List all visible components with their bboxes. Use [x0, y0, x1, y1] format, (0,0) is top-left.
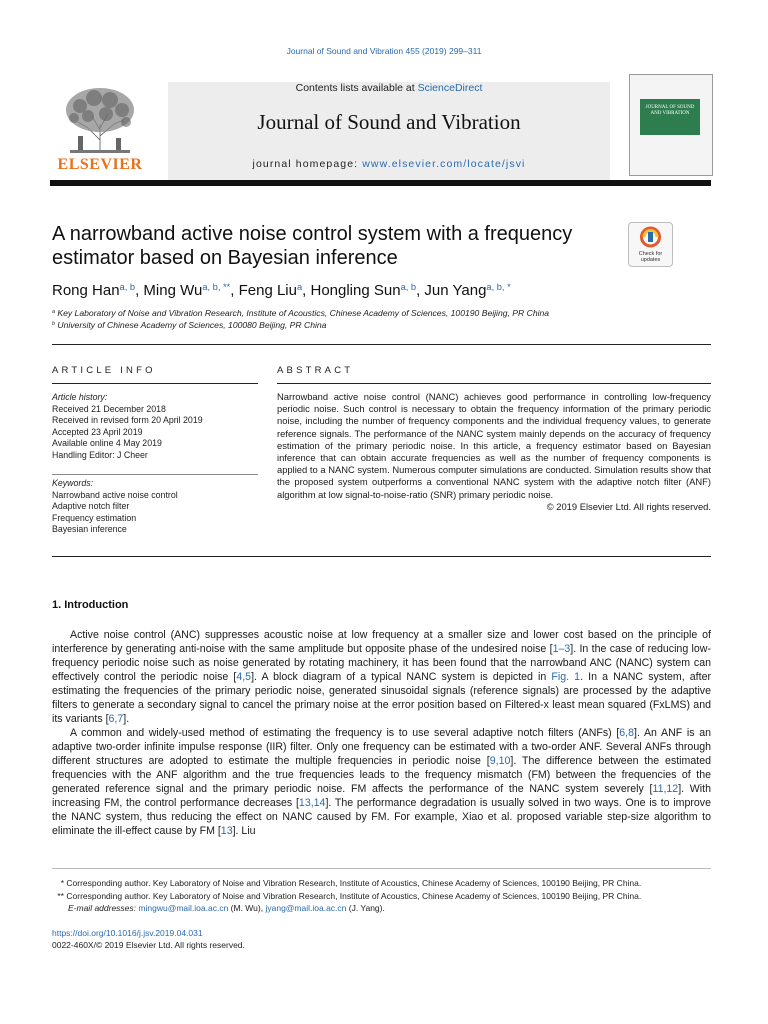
citation-link[interactable]: 11,12: [652, 783, 679, 795]
history-item: Received in revised form 20 April 2019: [52, 415, 203, 426]
footnote-text: Corresponding author. Key Laboratory of Noise and Vibration Research, Institute of Acoustics, Chinese Academy of Sciences, 100190 Beijing, PR China.: [66, 890, 642, 901]
footnote-corresponding-1: [52, 877, 711, 890]
text-run: ]. In the case of reducing low-frequency periodic noise such as noise generated by rotating machinery, it has been found that the narrowband ANC (NANC) system can effectively control the periodic noise [: [52, 643, 711, 683]
footnote-mark: **: [57, 890, 64, 901]
header-rule: [50, 180, 711, 186]
homepage-link[interactable]: www.elsevier.com/locate/jsvi: [362, 158, 526, 170]
author-affil-mark[interactable]: a, b: [119, 281, 136, 292]
text-run: ]. With increasing FM, the control performance decreases [: [52, 783, 711, 809]
text-run: A common and widely-used method of estimating the frequency is to use several adaptive notch filters (ANFs) [: [70, 727, 620, 739]
text-run: ]. The difference between the estimated frequencies with the ANF algorithm and the true frequencies leads to the frequency mismatch (FM) between the frequencies of the generated reference signal and the primary periodic noise. FM affects the performance of the NANC system severely [: [52, 755, 711, 795]
keyword-item: Adaptive notch filter: [52, 501, 130, 512]
abstract-copyright: © 2019 Elsevier Ltd. All rights reserved.: [546, 500, 711, 512]
author-name[interactable]: Rong Han: [52, 282, 120, 299]
article-info-heading: ARTICLE INFO: [52, 365, 156, 376]
email-link[interactable]: mingwu@mail.ioa.ac.cn: [138, 903, 229, 913]
author-affil-mark[interactable]: a, b, **: [202, 281, 231, 292]
journal-cover-thumbnail[interactable]: [629, 74, 713, 176]
section-heading-introduction: 1. Introduction: [52, 599, 129, 611]
citation-link[interactable]: 9,10: [489, 755, 511, 767]
author-name[interactable]: Feng Liu: [238, 282, 297, 299]
author-affil-mark[interactable]: a: [296, 281, 303, 292]
footnote-text: Corresponding author. Key Laboratory of Noise and Vibration Research, Institute of Acoustics, Chinese Academy of Sciences, 100190 Beijing, PR China.: [66, 878, 642, 888]
author-affil-mark[interactable]: a, b: [400, 281, 417, 292]
issn-copyright: 0022-460X/© 2019 Elsevier Ltd. All rights reserved.: [52, 940, 245, 950]
running-head[interactable]: Journal of Sound and Vibration 455 (2019) 299–311: [286, 46, 482, 56]
journal-title: Journal of Sound and Vibration: [257, 110, 521, 134]
text-run: ]. An ANF is an adaptive two-order infinite impulse response (IIR) filter. Only one frequency can be estimated with a two-order ANF. Several ANFs through different structures are adopted to estimate the multiple frequencies in periodic noise [: [52, 727, 711, 767]
figure-link[interactable]: Fig. 1: [551, 671, 581, 683]
keywords-rule: [52, 474, 258, 475]
affiliation-a: [52, 308, 549, 318]
homepage-prefix: journal homepage:: [252, 158, 363, 170]
footnote-emails: [52, 902, 711, 915]
check-updates-icon: [629, 223, 672, 251]
introduction-body: [52, 628, 711, 838]
author-list: Rong Han$^{a, b}$, Ming $Wu^{a, b, **}$, Feng Liu$^a$, Hongling Sun$^{a, b}$, Jun Yang$^{a, b, *}$: [52, 281, 511, 299]
citation-link[interactable]: 1–3: [552, 643, 571, 655]
keyword-item: Narrowband active noise control: [52, 489, 178, 500]
footnote-mark: *: [60, 878, 64, 888]
history-item: Available online 4 May 2019: [52, 438, 162, 449]
keyword-item: Frequency estimation: [52, 512, 137, 523]
keyword-item: Bayesian inference: [52, 524, 127, 535]
abstract-paragraph: Narrowband active noise control (NANC) achieves good performance in controlling low-frequency periodic noise. Such control is necessary to obtain the frequency information of the primary periodic noise, including the number of frequency components and the individual frequency values, to generate reference signals. The performance of the NANC system mainly depends on the accuracy of frequency estimation of the primary periodic noise. In this article, a frequency estimator based on Bayesian inference that can obtain accurate frequencies as well as the number of frequency components is applied to a NANC system. Numerous computer simulations are conducted. Simulation results show that the proposed system outperforms a conventional NANC system with the adaptive notch filter (ANF) algorithm at low signal-to-noise-ratio (SNR) primary periodic noise.: [277, 391, 711, 500]
history-item: Received 21 December 2018: [52, 403, 166, 414]
citation-link[interactable]: 6,8: [619, 727, 635, 739]
sciencedirect-link[interactable]: ScienceDirect: [417, 82, 483, 94]
abstract-body: [277, 391, 711, 513]
abstract-rule: [277, 383, 711, 384]
email-label: E-mail addresses:: [68, 903, 137, 913]
affiliation-mark: a: [52, 309, 55, 316]
doi-block: [52, 927, 245, 951]
keywords-label: Keywords:: [52, 478, 94, 488]
author-name[interactable]: Ming Wu: [143, 282, 203, 299]
footnotes: [52, 877, 711, 915]
homepage-line: [168, 158, 610, 170]
elsevier-wordmark: ELSEVIER: [57, 156, 143, 173]
check-updates-label: Check for updates: [638, 251, 663, 263]
history-label: Article history:: [52, 392, 108, 402]
history-item: Accepted 23 April 2019: [52, 426, 143, 437]
intro-paragraph-2: [52, 726, 711, 838]
affiliation-divider: [52, 344, 711, 345]
contents-prefix: Contents lists available at: [295, 82, 418, 94]
text-run: ]. The performance degradation is usually solved in two ways. One is to improve the NANC system, thus reducing the effect on NANC caused by FM. For example, Xiao et al. proposed variable step-size algorithm to eliminate the ill-effect cause by FM [: [52, 797, 711, 837]
citation-link[interactable]: 4,5: [236, 671, 252, 683]
author-name[interactable]: Jun Yang: [424, 282, 487, 299]
text-run: ]. Liu: [232, 825, 256, 837]
abstract-heading: ABSTRACT: [277, 365, 354, 376]
email-owner: (J. Yang).: [348, 903, 385, 913]
email-link[interactable]: jyang@mail.ioa.ac.cn: [265, 903, 347, 913]
article-history: [52, 392, 257, 462]
article-title: A narrowband active noise control system with a frequency estimator based on Bayesian inference: [52, 223, 573, 269]
intro-paragraph-1: [52, 628, 711, 726]
check-for-updates-badge[interactable]: [628, 222, 673, 267]
affiliation-text: Key Laboratory of Noise and Vibration Research, Institute of Acoustics, Chinese Academy of Sciences, 100190 Beijing, PR China: [57, 308, 550, 318]
affiliation-b: [52, 320, 326, 330]
text-run: ].: [123, 713, 130, 725]
email-owner: (M. Wu),: [230, 903, 264, 913]
history-item: Handling Editor: J Cheer: [52, 449, 148, 460]
author-affil-mark[interactable]: a, b, *: [486, 281, 511, 292]
affiliation-mark: b: [52, 321, 55, 328]
article-info-rule: [52, 383, 258, 384]
citation-link[interactable]: 13,14: [298, 797, 326, 809]
affiliation-text: University of Chinese Academy of Sciences, 100080 Beijing, PR China: [57, 320, 327, 330]
citation-link[interactable]: 13: [220, 825, 233, 837]
citation-link[interactable]: 6,7: [108, 713, 124, 725]
footnote-corresponding-2: [52, 890, 711, 903]
text-run: ]. A block diagram of a typical NANC system is depicted in: [251, 671, 552, 683]
footnote-rule: [52, 868, 711, 869]
doi-link[interactable]: https://doi.org/10.1016/j.jsv.2019.04.031: [52, 928, 203, 938]
abstract-bottom-rule: [52, 556, 711, 557]
text-run: Active noise control (ANC) suppresses acoustic noise at low frequency at a smaller size and lower cost based on the principle of interference by generating anti-noise with the same amplitude but opposite phase of the undesired noise [: [52, 629, 711, 655]
text-run: . In a NANC system, after estimating the frequencies of the primary periodic noise, generated sinusoidal signals (reference signals) are processed by the adaptive filters to generate a secondary signal to cancel the primary noise at the error position based on Filtered-x least mean squared (FxLMS) and its variants [: [52, 671, 711, 725]
cover-title: JOURNAL OF SOUND AND VIBRATION: [640, 99, 700, 135]
contents-line: [168, 82, 610, 94]
keywords: [52, 478, 257, 536]
author-name[interactable]: Hongling Sun: [310, 282, 401, 299]
